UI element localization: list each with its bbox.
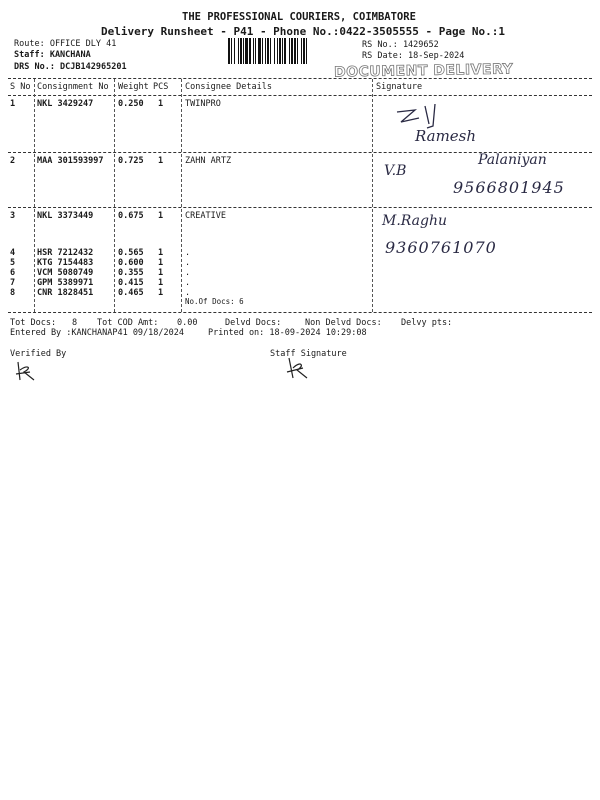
row-consignee: .: [185, 268, 191, 278]
column-divider: [372, 79, 373, 312]
row-sno: 2: [10, 156, 16, 166]
row-pcs: 1: [158, 268, 164, 278]
row-consignment: GPM 5389971: [37, 278, 94, 288]
row-consignment: CNR 1828451: [37, 288, 94, 298]
row-weight: 0.600: [118, 258, 144, 268]
rs-date: RS Date: 18-Sep-2024: [362, 51, 465, 61]
row-pcs: 1: [158, 278, 164, 288]
row-consignment: MAA 301593997: [37, 156, 104, 166]
row-sno: 3: [10, 211, 16, 221]
runsheet-line: Delivery Runsheet - P41 - Phone No.:0422-3505555 - Page No.:1: [101, 25, 505, 38]
company-title: THE PROFESSIONAL COURIERS, COIMBATORE: [182, 11, 416, 23]
col-header-weight: Weight: [118, 82, 149, 92]
row-pcs: 1: [158, 156, 164, 166]
entered-by: Entered By :KANCHANAP41 09/18/2024: [10, 328, 184, 338]
tot-docs-label: Tot Docs:: [10, 318, 57, 328]
printed-on: Printed on: 18-09-2024 10:29:08: [208, 328, 367, 338]
column-divider: [34, 79, 35, 312]
row-consignee: ZAHN ARTZ: [185, 156, 232, 166]
staff: Staff: KANCHANA: [14, 50, 91, 60]
row-sno: 6: [10, 268, 16, 278]
row-sno: 8: [10, 288, 16, 298]
col-header-pcs: PCS: [153, 82, 169, 92]
drs-number: DRS No.: DCJB142965201: [14, 62, 127, 72]
document-delivery-stamp: DOCUMENT DELIVERY: [333, 61, 514, 81]
tot-docs-value: 8: [72, 318, 78, 328]
table-top-rule: [8, 78, 592, 79]
row-consignee: .: [185, 248, 191, 258]
row-pcs: 1: [158, 248, 164, 258]
handwritten-name: M.Raghu: [382, 213, 447, 229]
tot-cod-label: Tot COD Amt:: [97, 318, 159, 328]
col-header-sno: S No: [10, 82, 31, 92]
row-weight: 0.565: [118, 248, 144, 258]
handwritten-name: Palaniyan: [478, 152, 547, 168]
row-consignee: .: [185, 288, 191, 298]
no-of-docs: No.Of Docs: 6: [185, 297, 244, 306]
row-pcs: 1: [158, 211, 164, 221]
row-weight: 0.355: [118, 268, 144, 278]
row-consignee: .: [185, 258, 191, 268]
row-consignment: NKL 3373449: [37, 211, 94, 221]
staff-signature-mark: [285, 356, 309, 380]
row-weight: 0.675: [118, 211, 144, 221]
col-header-signature: Signature: [376, 82, 423, 92]
col-header-consignee: Consignee Details: [185, 82, 272, 92]
barcode: [228, 38, 352, 64]
tot-cod-value: 0.00: [177, 318, 198, 328]
handwritten-initials: V.B: [384, 163, 407, 179]
signature-scribble: [395, 102, 455, 128]
delvd-docs: Delvd Docs:: [225, 318, 282, 328]
row-weight: 0.250: [118, 99, 144, 109]
handwritten-name: Ramesh: [415, 127, 477, 145]
verified-by-label: Verified By: [10, 349, 67, 359]
row-sno: 4: [10, 248, 16, 258]
row-sno: 1: [10, 99, 16, 109]
row-sno: 5: [10, 258, 16, 268]
row-consignment: VCM 5080749: [37, 268, 94, 278]
non-delvd-docs: Non Delvd Docs:: [305, 318, 382, 328]
column-divider: [181, 79, 182, 312]
handwritten-phone: 9360761070: [385, 238, 497, 257]
table-bottom-rule: [8, 312, 592, 313]
row-weight: 0.725: [118, 156, 144, 166]
row-weight: 0.465: [118, 288, 144, 298]
staff-signature-label: Staff Signature: [270, 349, 347, 359]
row-separator: [8, 207, 592, 208]
row-consignee: CREATIVE: [185, 211, 226, 221]
route: Route: OFFICE DLY 41: [14, 39, 117, 49]
barcode-bar: [307, 38, 309, 64]
handwritten-phone: 9566801945: [453, 178, 565, 197]
row-pcs: 1: [158, 258, 164, 268]
row-pcs: 1: [158, 99, 164, 109]
row-consignment: KTG 7154483: [37, 258, 94, 268]
header-bottom-rule: [8, 95, 592, 96]
verifier-signature: [14, 360, 38, 382]
row-consignee: TWINPRO: [185, 99, 221, 109]
row-consignee: .: [185, 278, 191, 288]
row-consignment: NKL 3429247: [37, 99, 94, 109]
row-consignment: HSR 7212432: [37, 248, 94, 258]
row-weight: 0.415: [118, 278, 144, 288]
col-header-consignment: Consignment No: [37, 82, 109, 92]
delvy-pts: Delvy pts:: [401, 318, 453, 328]
row-pcs: 1: [158, 288, 164, 298]
rs-number: RS No.: 1429652: [362, 40, 439, 50]
column-divider: [114, 79, 115, 312]
row-sno: 7: [10, 278, 16, 288]
